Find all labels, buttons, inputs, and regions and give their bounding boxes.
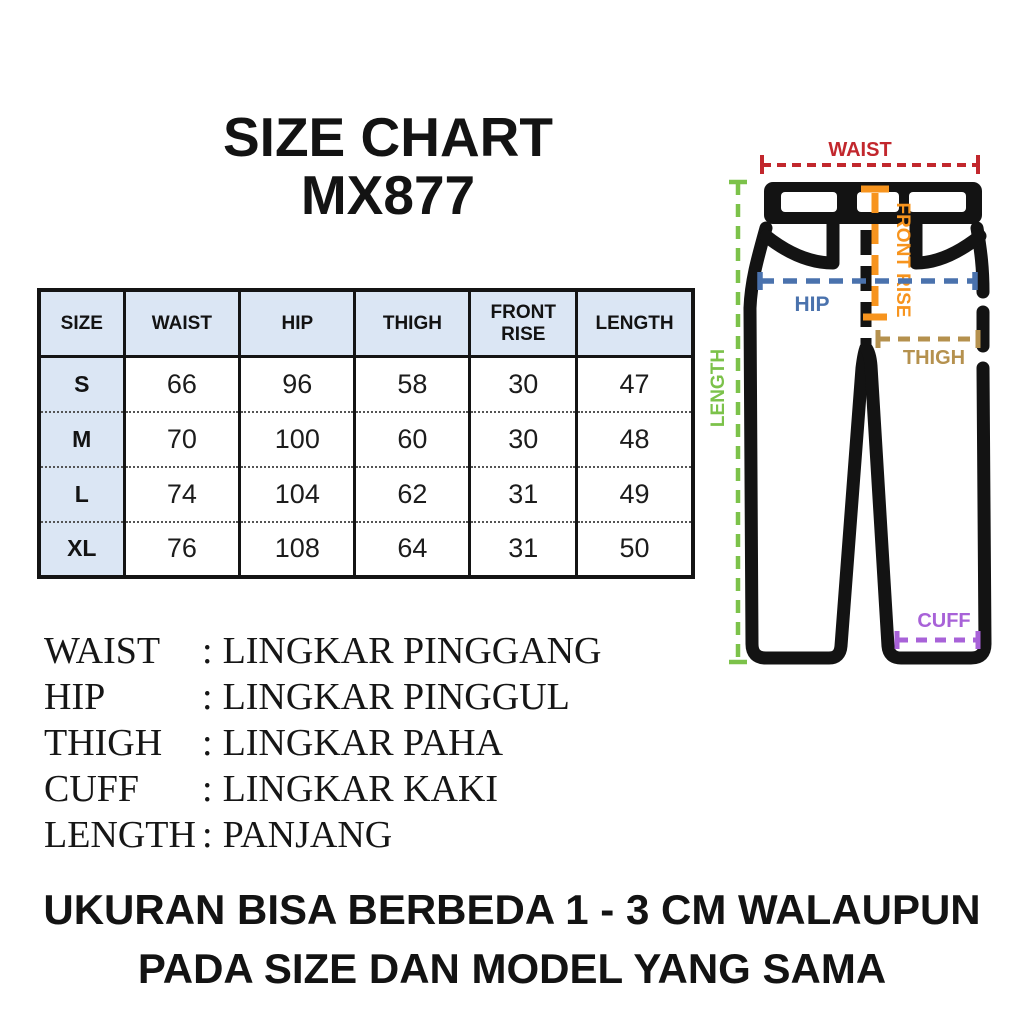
thigh-label: THIGH [902, 347, 966, 369]
cell-size: XL [39, 522, 124, 577]
title-line2-product-code: MX877 [300, 164, 476, 226]
cuff-label: CUFF [917, 610, 971, 632]
legend-term: HIP [44, 676, 106, 718]
cell-waist: 66 [124, 357, 240, 412]
legend-term: CUFF [44, 768, 140, 810]
legend-separator: : [202, 768, 213, 810]
col-header-waist: WAIST [124, 290, 240, 357]
legend-term: LENGTH [44, 814, 196, 856]
legend-separator: : [202, 676, 213, 718]
cell-thigh: 62 [355, 467, 470, 522]
cell-length: 48 [577, 412, 693, 467]
cell-hip: 96 [240, 357, 355, 412]
cell-length: 50 [577, 522, 693, 577]
cell-size: S [39, 357, 124, 412]
legend-separator: : [202, 814, 213, 856]
hip-label: HIP [794, 293, 830, 316]
legend-definition: LINGKAR KAKI [222, 768, 499, 810]
cell-front-rise: 31 [470, 522, 577, 577]
legend-separator: : [202, 630, 213, 672]
table-row [39, 357, 693, 412]
legend-definition: LINGKAR PINGGANG [222, 630, 602, 672]
measurement-legend [44, 628, 602, 858]
cell-waist: 74 [124, 467, 240, 522]
cell-front-rise: 31 [470, 467, 577, 522]
table-row [39, 467, 693, 522]
cell-hip: 100 [240, 412, 355, 467]
legend-item [44, 628, 602, 674]
cell-waist: 76 [124, 522, 240, 577]
size-tolerance-note [0, 880, 1024, 998]
thigh-measure-line [878, 330, 978, 348]
cuff-measure-line [897, 631, 978, 649]
note-line2: PADA SIZE DAN MODEL YANG SAMA [137, 945, 887, 992]
table-row [39, 522, 693, 577]
cell-length: 49 [577, 467, 693, 522]
cell-thigh: 58 [355, 357, 470, 412]
page-title [110, 108, 666, 224]
pants-measurement-diagram [700, 125, 1024, 685]
col-header-hip: HIP [240, 290, 355, 357]
legend-item [44, 674, 602, 720]
waist-label: WAIST [828, 139, 892, 161]
cell-thigh: 60 [355, 412, 470, 467]
legend-definition: LINGKAR PINGGUL [222, 676, 570, 718]
legend-term: THIGH [44, 722, 163, 764]
cell-size: L [39, 467, 124, 522]
legend-item [44, 720, 602, 766]
legend-term: WAIST [44, 630, 161, 672]
table-row [39, 412, 693, 467]
cell-length: 47 [577, 357, 693, 412]
cell-waist: 70 [124, 412, 240, 467]
cell-hip: 104 [240, 467, 355, 522]
pants-outline-icon [750, 224, 985, 658]
title-line1: SIZE CHART [223, 106, 553, 168]
note-line1: UKURAN BISA BERBEDA 1 - 3 CM WALAUPUN [43, 886, 981, 933]
cell-size: M [39, 412, 124, 467]
col-header-length: LENGTH [577, 290, 693, 357]
cell-thigh: 64 [355, 522, 470, 577]
legend-item [44, 812, 602, 858]
size-table [37, 288, 695, 579]
col-header-size: SIZE [39, 290, 124, 357]
cell-front-rise: 30 [470, 412, 577, 467]
legend-separator: : [202, 722, 213, 764]
col-header-thigh: THIGH [355, 290, 470, 357]
legend-item [44, 766, 602, 812]
front-rise-label: FRONT RISE [892, 202, 913, 318]
length-label: LENGTH [708, 348, 729, 428]
col-header-front-rise: FRONT RISE [470, 290, 577, 357]
cell-hip: 108 [240, 522, 355, 577]
table-header-row [39, 290, 693, 357]
legend-definition: LINGKAR PAHA [222, 722, 504, 764]
cell-front-rise: 30 [470, 357, 577, 412]
legend-definition: PANJANG [222, 814, 393, 856]
